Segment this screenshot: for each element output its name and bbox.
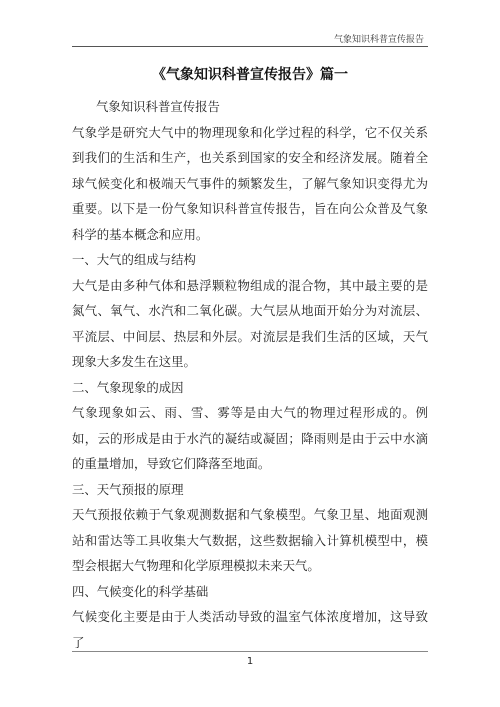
document-title: 《气象知识科普宣传报告》篇一 bbox=[152, 67, 348, 83]
page-number: 1 bbox=[246, 656, 254, 667]
document-body bbox=[72, 94, 428, 655]
document-subtitle: 气象知识科普宣传报告 bbox=[96, 99, 220, 114]
section-paragraph-2: 气象现象如云、雨、雪、雾等是由大气的物理过程形成的。例如，云的形成是由于水汽的凝结或凝固；降雨则是由于云中水滴的重量增加，导致它们降落至地面。 bbox=[72, 405, 428, 471]
intro-paragraph: 气象学是研究大气中的物理现象和化学过程的科学，它不仅关系到我们的生活和生产，也关系到国家的安全和经济发展。随着全球气候变化和极端天气事件的频繁发生，了解气象知识变得尤为重要。以下是一份气象知识科普宣传报告，旨在向公众普及气象科学的基本概念和应用。 bbox=[72, 124, 428, 242]
section-heading-2: 二、气象现象的成因 bbox=[72, 379, 184, 395]
section-heading-4: 四、气候变化的科学基础 bbox=[72, 583, 209, 599]
running-header: 气象知识科普宣传报告 bbox=[333, 35, 424, 45]
section-heading-1: 一、大气的组成与结构 bbox=[72, 252, 196, 267]
section-heading-3: 三、天气预报的原理 bbox=[72, 481, 184, 497]
section-paragraph-3: 天气预报依赖于气象观测数据和气象模型。气象卫星、地面观测站和雷达等工具收集大气数据，这些数据输入计算机模型中，模型会根据大气物理和化学原理模拟未来天气。 bbox=[72, 507, 428, 573]
section-paragraph-4: 气候变化主要是由于人类活动导致的温室气体浓度增加，这导致了 bbox=[72, 609, 428, 650]
section-paragraph-1: 大气是由多种气体和悬浮颗粒物组成的混合物，其中最主要的是氮气、氧气、水汽和二氧化碳。大气层从地面开始分为对流层、平流层、中间层、热层和外层。对流层是我们生活的区域，天气现象大多发生在这里。 bbox=[72, 277, 428, 369]
footer-divider bbox=[72, 651, 428, 652]
header-divider bbox=[72, 46, 428, 47]
